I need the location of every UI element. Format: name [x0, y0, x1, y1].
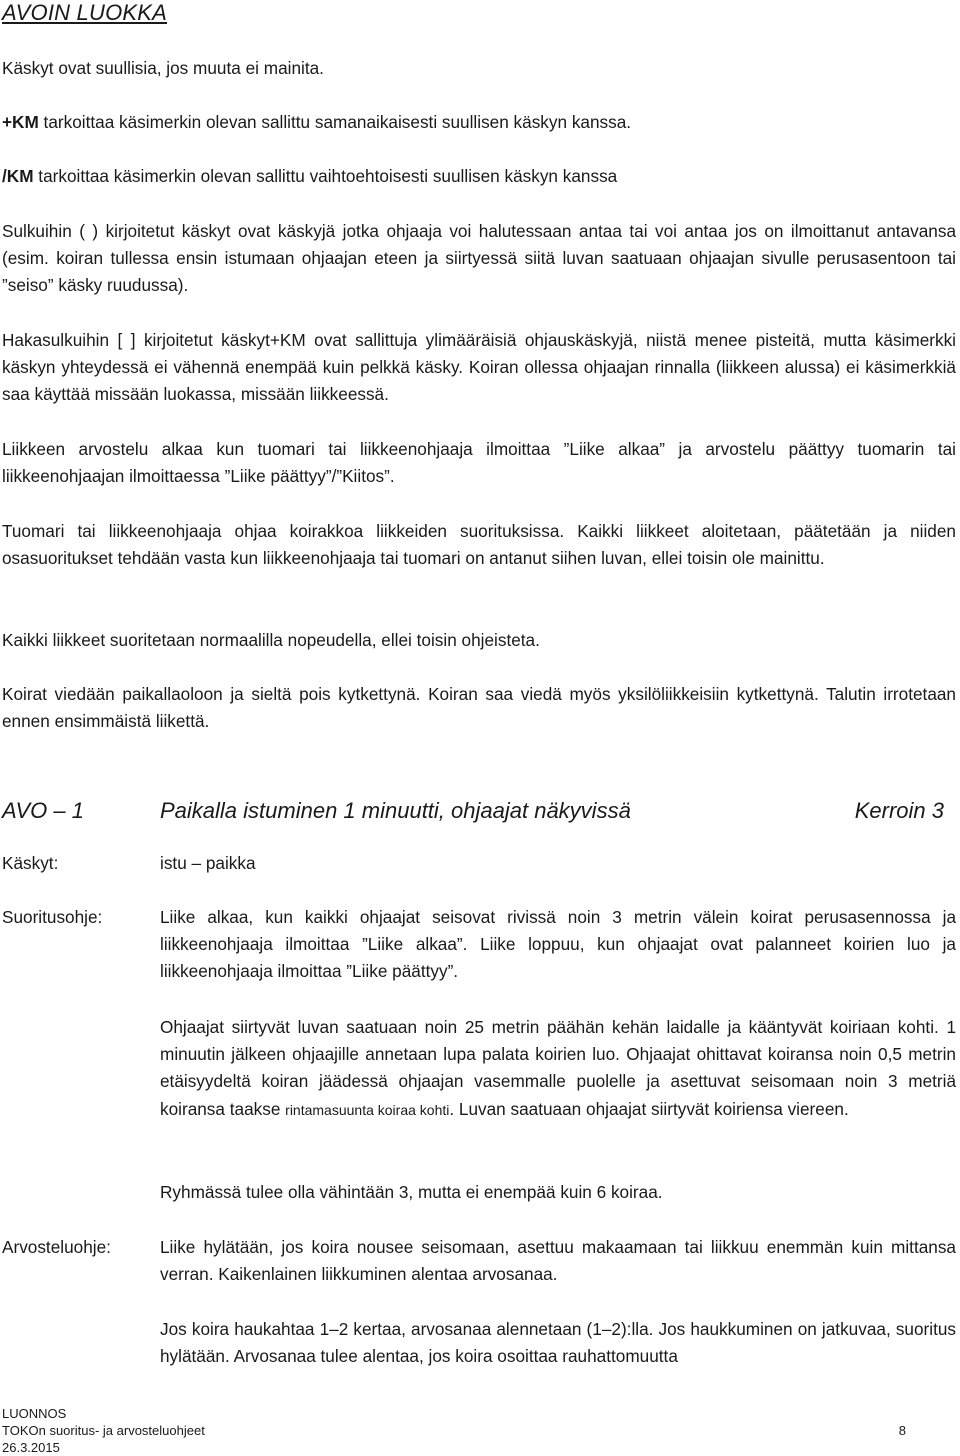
- km-slash-term: /KM: [2, 166, 34, 186]
- evaluation-label: Arvosteluohje:: [2, 1237, 111, 1257]
- km-plus-definition: tarkoittaa käsimerkin olevan sallittu samanaikaisesti suullisen käskyn kanssa.: [38, 112, 632, 132]
- intro-paragraph-1: Käskyt ovat suullisia, jos muuta ei mainita.: [2, 58, 324, 78]
- exercise-coefficient: Kerroin 3: [854, 798, 944, 823]
- intro-paragraph-8: Kaikki liikkeet suoritetaan normaalilla nopeudella, ellei toisin ohjeisteta.: [2, 630, 540, 650]
- intro-paragraph-6: Liikkeen arvostelu alkaa kun tuomari tai liikkeenohjaaja ilmoittaa ”Liike alkaa” ja arvostelu päättyy tuomarin tai liikkeenohjaajan ilmoittaessa ”Liike päättyy”/”Kiitos”.: [2, 439, 956, 487]
- page-number: 8: [898, 1423, 906, 1438]
- km-plus-term: +KM: [2, 112, 39, 132]
- performance-label: Suoritusohje:: [2, 907, 103, 927]
- km-slash-definition: tarkoittaa käsimerkin olevan sallittu vaihtoehtoisesti suullisen käskyn kanssa: [33, 166, 618, 186]
- performance-paragraph-2: [160, 1014, 956, 1124]
- footer-draft-label: LUONNOS: [2, 1406, 67, 1421]
- footer-document-name: [2, 1422, 906, 1439]
- commands-value: istu – paikka: [160, 853, 256, 873]
- footer-doc-title: TOKOn suoritus- ja arvosteluohjeet: [2, 1423, 205, 1438]
- exercise-heading: [2, 796, 944, 826]
- page-title: AVOIN LUOKKA: [2, 0, 168, 25]
- intro-paragraph-7: Tuomari tai liikkeenohjaaja ohjaa koirakkoa liikkeiden suorituksissa. Kaikki liikkeet aloitetaan, päätetään ja niiden osasuoritukset tehdään vasta kun liikkeenohjaaja tai tuomari on antanut siihen luvan, ellei toisin ole mainittu.: [2, 521, 956, 569]
- commands-label: Käskyt:: [2, 853, 59, 873]
- exercise-code: AVO – 1: [2, 798, 84, 823]
- intro-paragraph-9: Koirat viedään paikallaoloon ja sieltä pois kytkettynä. Koiran saa viedä myös yksilöliikkeisiin kytkettynä. Talutin irrotetaan ennen ensimmäistä liikettä.: [2, 684, 956, 732]
- intro-paragraph-4: Sulkuihin ( ) kirjoitetut käskyt ovat käskyjä jotka ohjaaja voi halutessaan antaa tai voi antaa jos on ilmoittanut antavansa (esim. koiran tullessa ensin istumaan ohjaajan eteen ja siirtyessä siitä luvan saatuaan ohjaajan sivulle perusasentoon tai ”seiso” käsky ruudussa).: [2, 221, 956, 296]
- page-footer: [2, 1405, 906, 1456]
- performance-paragraph-1: Liike alkaa, kun kaikki ohjaajat seisovat rivissä noin 3 metrin välein koirat perusasennossa ja liikkeenohjaaja ilmoittaa ”Liike alkaa”. Liike loppuu, kun ohjaajat ovat palanneet koirien luo ja liikkeenohjaaja ilmoittaa ”Liike päättyy”.: [160, 907, 956, 982]
- evaluation-paragraph-2: Jos koira haukahtaa 1–2 kertaa, arvosanaa alennetaan (1–2):lla. Jos haukkuminen on jatkuvaa, suoritus hylätään. Arvosanaa tulee alentaa, jos koira osoittaa rauhattomuutta: [160, 1319, 956, 1367]
- evaluation-paragraph-1: Liike hylätään, jos koira nousee seisomaan, asettuu makaamaan tai liikkuu enemmän kuin mittansa verran. Kaikenlainen liikkuminen alentaa arvosanaa.: [160, 1237, 956, 1285]
- footer-date: 26.3.2015: [2, 1440, 60, 1455]
- performance-text-small: rintamasuunta koiraa kohti: [285, 1101, 450, 1118]
- performance-paragraph-3: Ryhmässä tulee olla vähintään 3, mutta ei enempää kuin 6 koiraa.: [160, 1182, 663, 1202]
- exercise-name: Paikalla istuminen 1 minuutti, ohjaajat näkyvissä: [160, 798, 631, 823]
- intro-paragraph-2: [2, 109, 956, 136]
- performance-text-b: . Luvan saatuaan ohjaajat siirtyvät koiriensa viereen.: [449, 1098, 849, 1119]
- performance-text-a: Ohjaajat siirtyvät luvan saatuaan noin 25 metrin päähän kehän laidalle ja kääntyvät koiriaan kohti. 1 minuutin jälkeen ohjaajille annetaan lupa palata koirien luo. Ohjaajat ohittavat koiransa noin 0,5 metrin etäisyydeltä koiran jäädessä ohjaajan vasemmalle puolelle ja asettuvat seisomaan noin 3 metriä koiransa taakse: [160, 1017, 956, 1119]
- intro-paragraph-5: Hakasulkuihin [ ] kirjoitetut käskyt+KM ovat sallittuja ylimääräisiä ohjauskäskyjä, niistä menee pisteitä, mutta käsimerkki käskyn yhteydessä ei vähennä enempää kuin pelkkä käsky. Koiran ollessa ohjaajan rinnalla (liikkeen alussa) ei käsimerkkiä saa käyttää missään luokassa, missään liikkeessä.: [2, 330, 956, 405]
- intro-paragraph-3: [2, 163, 956, 190]
